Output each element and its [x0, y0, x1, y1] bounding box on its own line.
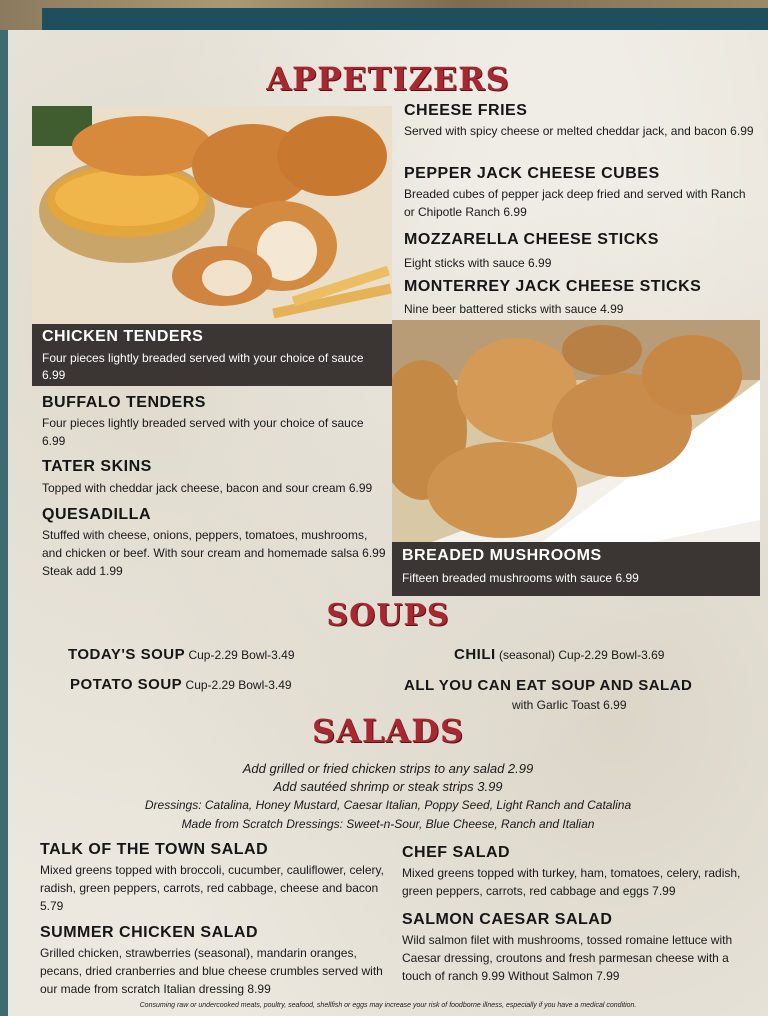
soup-title: TODAY'S SOUP	[68, 646, 186, 663]
item-title: SUMMER CHICKEN SALAD	[40, 924, 258, 941]
salads-heading: SALADS	[311, 712, 465, 750]
chicken-tenders-photo	[32, 106, 392, 324]
salad-note: Add sautéed shrimp or steak strips 3.99	[273, 779, 503, 794]
soup-detail: Cup-2.29 Bowl-3.49	[185, 678, 292, 692]
item-desc: Nine beer battered sticks with sauce 4.99	[404, 302, 624, 316]
item-desc: Stuffed with cheese, onions, peppers, tomatoes, mushrooms, and chicken or beef. With sour cream and homemade salsa 6.99 Steak add 1.99	[42, 528, 386, 578]
soup-detail: Cup-2.29 Bowl-3.49	[188, 648, 295, 662]
item-desc: Grilled chicken, strawberries (seasonal), mandarin oranges, pecans, dried cranberries and blue cheese crumbles served with our made from scratch Italian dressing 8.99	[40, 946, 383, 996]
item-title: BREADED MUSHROOMS	[402, 547, 602, 564]
item-title: CHEESE FRIES	[404, 102, 528, 119]
item-desc: Four pieces lightly breaded served with your choice of sauce 6.99	[42, 351, 364, 382]
item-desc: Eight sticks with sauce 6.99	[404, 256, 552, 270]
soup-item	[68, 646, 295, 663]
breaded-mushrooms-photo	[392, 320, 760, 542]
item-desc: Mixed greens topped with broccoli, cucumber, cauliflower, celery, radish, green peppers, carrots, red cabbage, cheese and bacon 5.79	[40, 863, 384, 913]
soup-title: CHILI	[454, 646, 496, 663]
soup-detail: (seasonal) Cup-2.29 Bowl-3.69	[499, 648, 665, 662]
soups-heading: SOUPS	[326, 598, 450, 633]
soup-item	[70, 676, 292, 693]
item-desc: Breaded cubes of pepper jack deep fried and served with Ranch or Chipotle Ranch 6.99	[404, 187, 746, 219]
soup-detail: with Garlic Toast 6.99	[512, 698, 627, 712]
item-title: PEPPER JACK CHEESE CUBES	[404, 165, 660, 182]
chicken-tenders-bar	[32, 324, 392, 386]
item-desc: Fifteen breaded mushrooms with sauce 6.99	[402, 571, 639, 585]
soup-item	[404, 677, 692, 694]
item-title: SALMON CAESAR SALAD	[402, 911, 613, 928]
item-desc: Served with spicy cheese or melted cheddar jack, and bacon 6.99	[404, 124, 754, 138]
salad-note: Add grilled or fried chicken strips to any salad 2.99	[242, 761, 534, 776]
item-desc: Mixed greens topped with turkey, ham, tomatoes, celery, radish, green peppers, carrots, red cabbage and eggs 7.99	[402, 866, 741, 898]
item-desc: Wild salmon filet with mushrooms, tossed romaine lettuce with Caesar dressing, croutons and fresh parmesan cheese with a touch of ranch 9.99 Without Salmon 7.99	[402, 933, 733, 983]
soup-title: ALL YOU CAN EAT SOUP AND SALAD	[404, 677, 693, 694]
item-title: CHEF SALAD	[402, 844, 511, 861]
footer-disclaimer: Consuming raw or undercooked meats, poultry, seafood, shellfish or eggs may increase your risk of foodborne illness, especially if you have a medical condition.	[139, 1002, 637, 1009]
item-title: CHICKEN TENDERS	[42, 328, 204, 345]
item-title: TALK OF THE TOWN SALAD	[40, 841, 269, 858]
item-title: QUESADILLA	[42, 506, 151, 523]
item-desc: Four pieces lightly breaded served with your choice of sauce 6.99	[42, 416, 364, 448]
item-desc: Topped with cheddar jack cheese, bacon and sour cream 6.99	[42, 481, 373, 495]
salad-note: Dressings: Catalina, Honey Mustard, Caesar Italian, Poppy Seed, Light Ranch and Catalina	[144, 798, 632, 812]
table-edge	[0, 0, 768, 30]
item-title: BUFFALO TENDERS	[42, 394, 206, 411]
soup-item	[454, 646, 664, 663]
item-title: MOZZARELLA CHEESE STICKS	[404, 231, 659, 248]
breaded-mushrooms-bar	[392, 542, 760, 596]
salad-note: Made from Scratch Dressings: Sweet-n-Sour, Blue Cheese, Ranch and Italian	[181, 817, 595, 831]
menu-cover-band	[42, 8, 768, 30]
appetizers-heading: APPETIZERS	[266, 60, 510, 98]
soup-title: POTATO SOUP	[70, 676, 183, 693]
menu-page	[8, 30, 768, 1016]
item-title: MONTERREY JACK CHEESE STICKS	[404, 278, 702, 295]
item-title: TATER SKINS	[42, 458, 152, 475]
